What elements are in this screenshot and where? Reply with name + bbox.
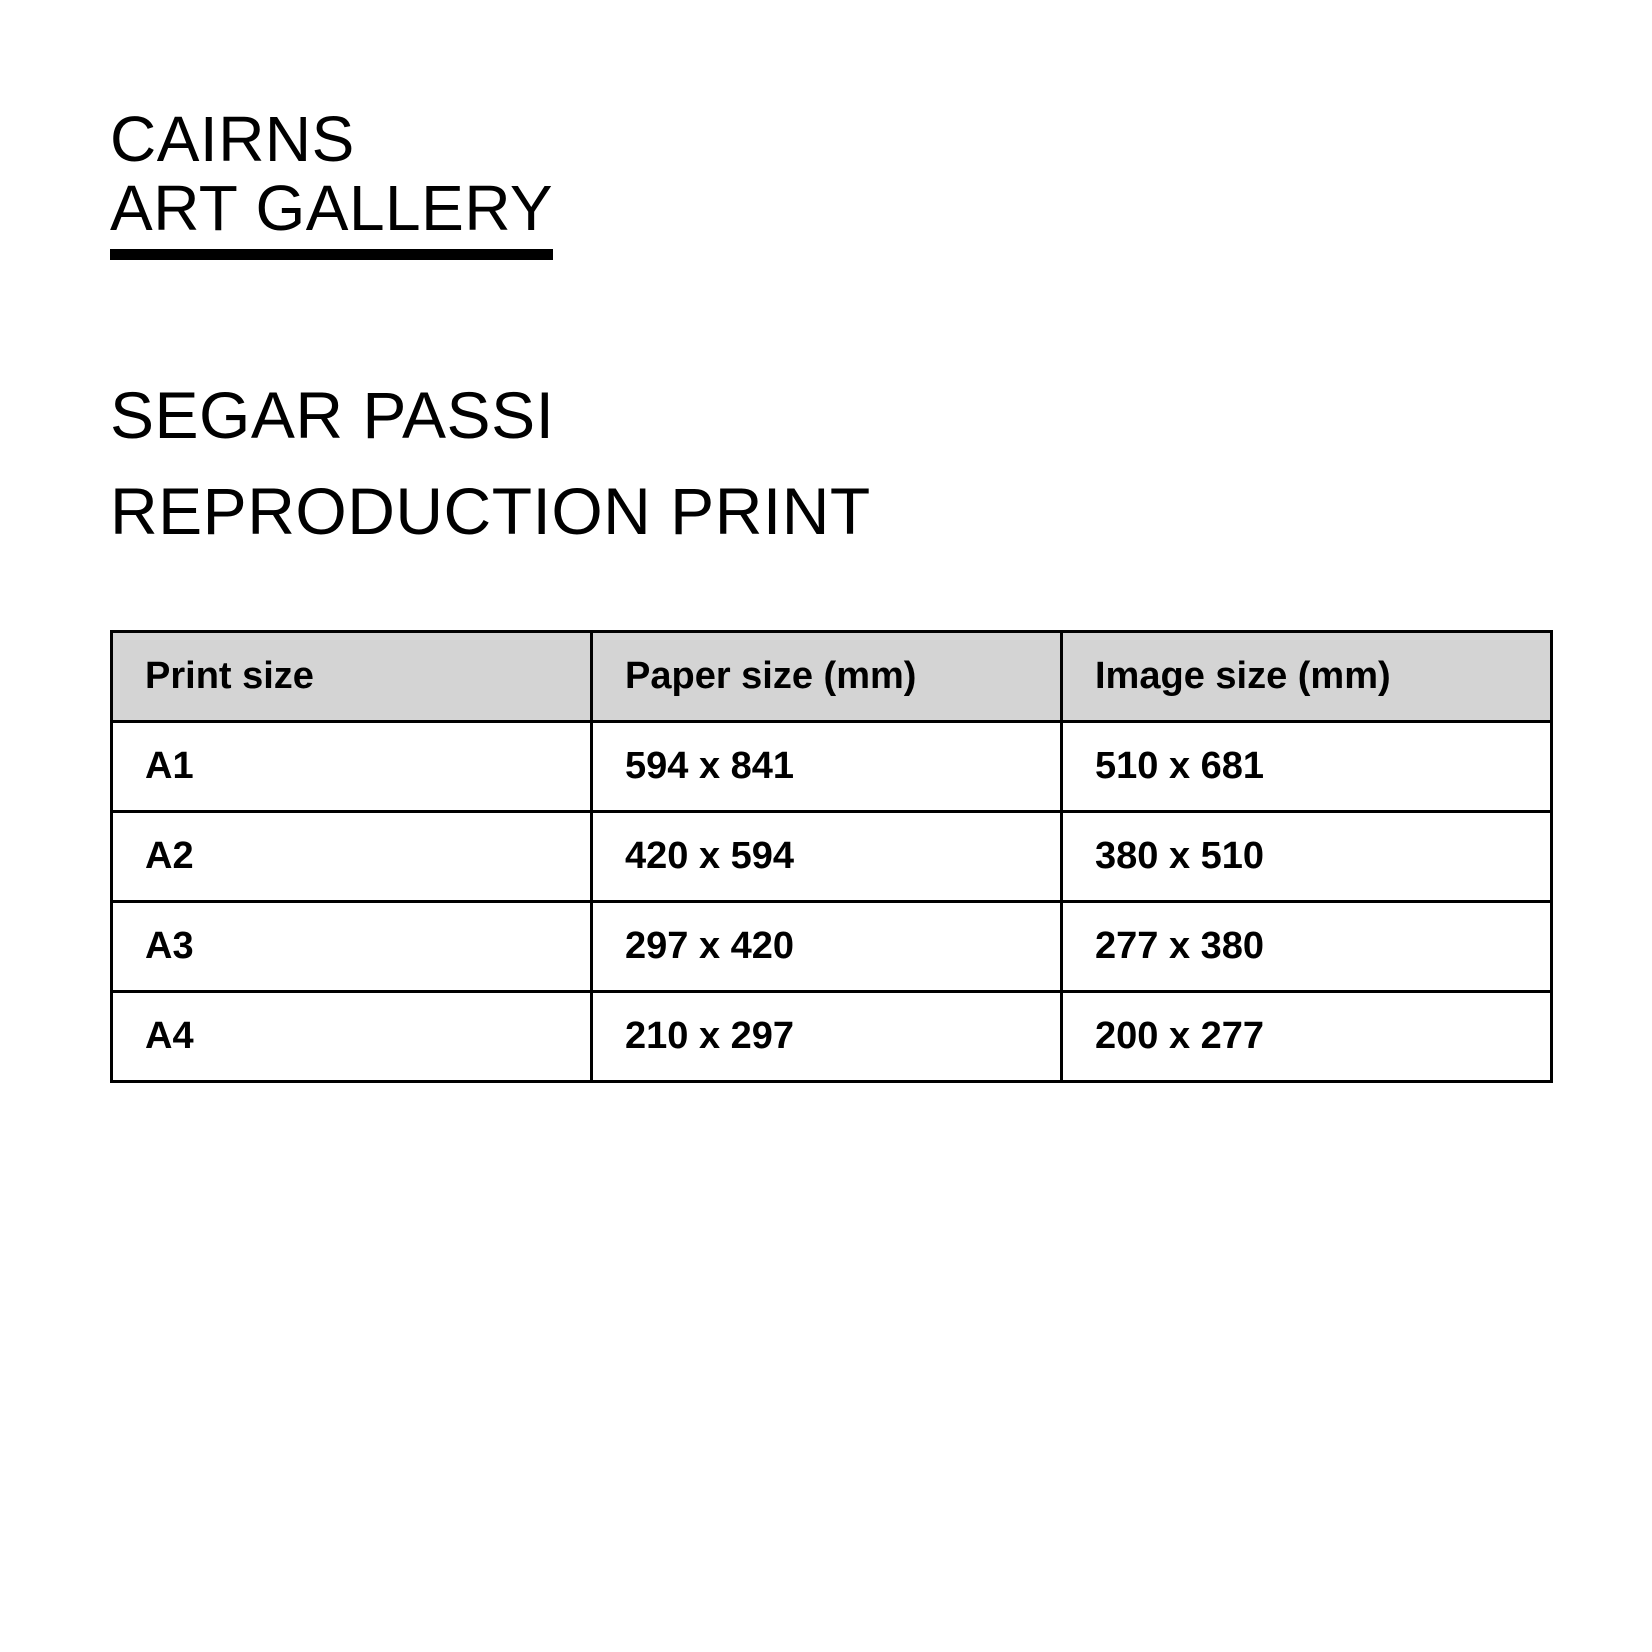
cell-print-size: A2 <box>112 811 592 901</box>
cell-paper-size: 594 x 841 <box>592 721 1062 811</box>
table-row <box>112 901 1552 991</box>
cell-image-size: 200 x 277 <box>1062 991 1552 1081</box>
table-row <box>112 721 1552 811</box>
cell-image-size: 510 x 681 <box>1062 721 1552 811</box>
cell-print-size: A4 <box>112 991 592 1081</box>
cell-paper-size: 210 x 297 <box>592 991 1062 1081</box>
print-size-table <box>110 630 1553 1083</box>
cell-print-size: A3 <box>112 901 592 991</box>
gallery-masthead <box>110 105 553 260</box>
table-header-row <box>112 631 1552 721</box>
masthead-line-1: CAIRNS <box>110 103 355 175</box>
masthead-line-2: ART GALLERY <box>110 172 554 245</box>
artwork-title <box>110 368 1652 559</box>
cell-paper-size: 420 x 594 <box>592 811 1062 901</box>
column-header-image-size: Image size (mm) <box>1062 631 1552 721</box>
table-row <box>112 811 1552 901</box>
table-body <box>112 721 1552 1081</box>
cell-image-size: 380 x 510 <box>1062 811 1552 901</box>
title-line-2: REPRODUCTION PRINT <box>110 473 871 548</box>
column-header-print-size: Print size <box>112 631 592 721</box>
table-header <box>112 631 1552 721</box>
table-row <box>112 991 1552 1081</box>
cell-print-size: A1 <box>112 721 592 811</box>
column-header-paper-size: Paper size (mm) <box>592 631 1062 721</box>
cell-image-size: 277 x 380 <box>1062 901 1552 991</box>
title-line-1: SEGAR PASSI <box>110 378 555 453</box>
cell-paper-size: 297 x 420 <box>592 901 1062 991</box>
